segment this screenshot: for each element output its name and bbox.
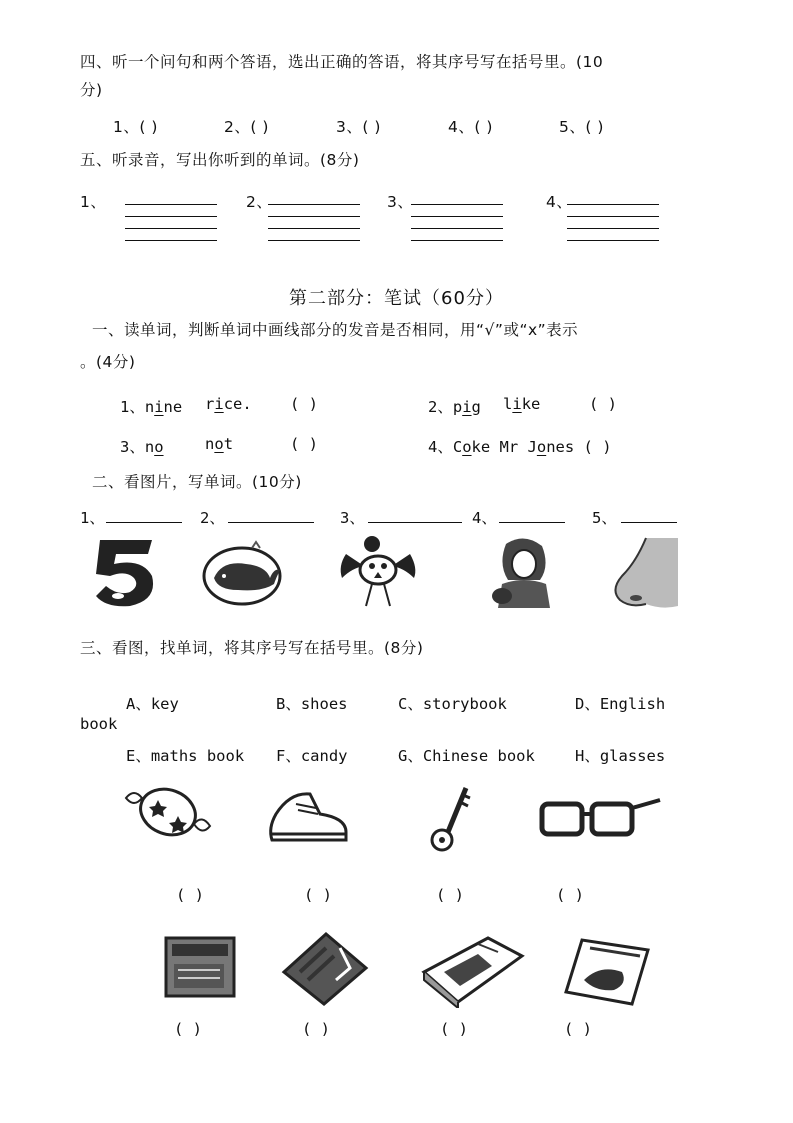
candy-icon (120, 778, 216, 848)
answer-paren[interactable]: ( ) (583, 438, 612, 456)
option-d: D、English (575, 695, 666, 713)
answer-blank-1[interactable] (106, 522, 182, 523)
phonics-word-2: like (503, 395, 541, 413)
answer-paren[interactable]: ( ) (589, 395, 617, 413)
writing-item-label-2: 2、 (246, 193, 273, 211)
section5-heading: 五、听录音，写出你听到的单词。(8分) (80, 151, 360, 169)
written2-heading: 二、看图片，写单词。(10分) (92, 473, 302, 491)
blank-label-4: 4、 (472, 509, 497, 527)
blank-label-5: 5、 (592, 509, 617, 527)
bird-icon (336, 532, 420, 610)
answer-paren[interactable]: ( ) (290, 395, 318, 413)
option-f: F、candy (276, 747, 348, 765)
answer-paren[interactable]: ( ) (556, 886, 584, 904)
phonics-row-3: 3、no (120, 438, 164, 456)
part2-title: 第二部分：笔试（60分） (289, 288, 504, 309)
book-icon (160, 930, 240, 1002)
phonics-row-2: 2、pig (428, 398, 481, 416)
phonics-word-2: not (205, 435, 234, 453)
answer-blank-2[interactable] (228, 522, 314, 523)
written1-heading: 一、读单词，判断单词中画线部分的发音是否相同，用“√”或“x”表示 (92, 321, 579, 339)
phonics-row-4: 4、Coke Mr Jones ( ) (428, 438, 612, 456)
answer-paren-1[interactable]: 1、( ) (113, 118, 158, 136)
answer-paren[interactable]: ( ) (304, 886, 332, 904)
answer-paren[interactable]: ( ) (176, 886, 204, 904)
blank-label-1: 1、 (80, 509, 105, 527)
writing-item-label-4: 4、 (546, 193, 573, 211)
writing-item-label-3: 3、 (387, 193, 414, 211)
phonics-row-1: 1、nine (120, 398, 183, 416)
answer-paren[interactable]: ( ) (290, 435, 318, 453)
book-icon (560, 934, 652, 1010)
option-d-cont: book (80, 715, 118, 733)
phonics-word-2: rice. (205, 395, 252, 413)
whale-icon (200, 538, 286, 608)
option-g: G、Chinese book (398, 747, 535, 765)
answer-paren[interactable]: ( ) (440, 1020, 468, 1038)
nose-icon (606, 536, 682, 612)
answer-paren-5[interactable]: 5、( ) (559, 118, 604, 136)
writing-item-label-1: 1、 (80, 193, 107, 211)
option-b: B、shoes (276, 695, 348, 713)
answer-blank-4[interactable] (499, 522, 565, 523)
shoes-icon (266, 784, 352, 846)
answer-paren-2[interactable]: 2、( ) (224, 118, 269, 136)
number-five-icon (92, 536, 158, 608)
option-c: C、storybook (398, 695, 507, 713)
answer-paren[interactable]: ( ) (564, 1020, 592, 1038)
key-icon (428, 782, 472, 854)
answer-blank-5[interactable] (621, 522, 677, 523)
option-a: A、key (126, 695, 179, 713)
written1-heading-cont: 。(4分) (80, 353, 136, 371)
section4-heading: 四、听一个问句和两个答语，选出正确的答语，将其序号写在括号里。(10 (80, 53, 604, 71)
book-icon (418, 932, 526, 1008)
answer-paren[interactable]: ( ) (302, 1020, 330, 1038)
answer-paren-3[interactable]: 3、( ) (336, 118, 381, 136)
glasses-icon (538, 794, 662, 844)
written3-heading: 三、看图，找单词，将其序号写在括号里。(8分) (80, 639, 424, 657)
book-icon (280, 928, 370, 1006)
mother-icon (484, 536, 564, 612)
blank-label-3: 3、 (340, 509, 365, 527)
blank-label-2: 2、 (200, 509, 225, 527)
answer-paren-4[interactable]: 4、( ) (448, 118, 493, 136)
option-e: E、maths book (126, 747, 245, 765)
answer-paren[interactable]: ( ) (436, 886, 464, 904)
section4-heading-cont: 分) (80, 81, 103, 99)
answer-blank-3[interactable] (368, 522, 462, 523)
answer-paren[interactable]: ( ) (174, 1020, 202, 1038)
option-h: H、glasses (575, 747, 666, 765)
